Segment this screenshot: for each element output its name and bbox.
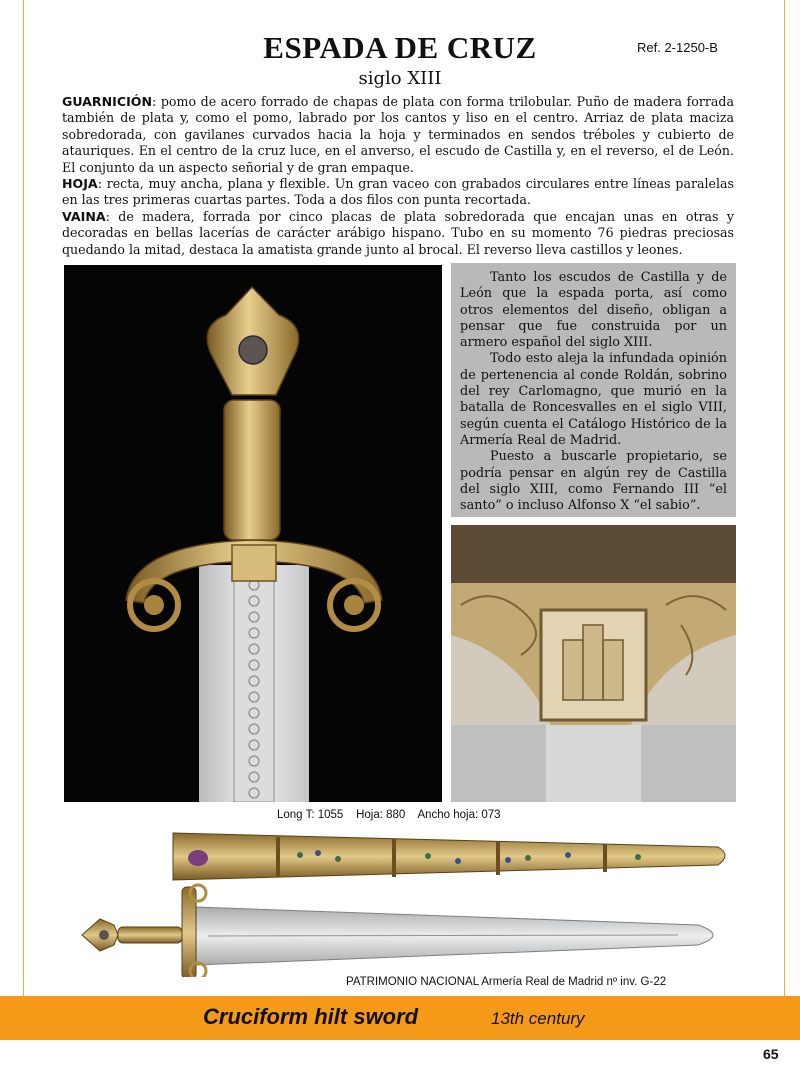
note-paragraph-1: Tanto los escudos de Castilla y de León que la espada porta, así como otros elementos del diseño, obligan a pensar que fue construida por un armero español del siglo XIII. [460,270,727,351]
note-paragraph-2: Todo esto aleja la infundada opinión de pertenencia al conde Roldán, sobrino del rey Carlomagno, que murió en la batalla de Roncesvalles en el siglo VIII, según cuenta el Catálogo Histórico de la Armería Real de Madrid. [460,351,727,448]
left-frame-line [23,0,24,1000]
full-sword-and-scabbard-photo [78,825,734,977]
guard-detail-illustration [451,525,736,802]
sword-dimensions: Long T: 1055 Hoja: 880 Ancho hoja: 073 [277,809,501,821]
english-century: 13th century [491,1009,585,1028]
english-title: Cruciform hilt sword [203,1004,419,1029]
page-subtitle: siglo XIII [358,68,442,89]
reference-number: Ref. 2-1250-B [637,40,718,55]
right-frame-line [784,0,785,1000]
guarnicion-text: : pomo de acero forrado de chapas de plata con forma trilobular. Puño de madera forrada también de plata y, como el pomo, labrado por los cantos y liso en el centro. Arriaz de plata maciza sobredorada, con gavilanes curvados hacia la hoja y terminados en sendos tréboles y cubierto de atauriques. En el centro de la cruz luce, en el anverso, el escudo de Castilla y, en el reverso, el de León. El conjunto da un aspecto señorial y de gran empaque. [62,94,734,175]
hoja-text: : recta, muy ancha, plana y flexible. Un gran vaceo con grabados circulares entre líneas paralelas en las tres primeras cuartas partes. Toda a dos filos con punta recortada. [62,176,734,208]
hoja-label: HOJA [62,176,98,192]
hoja-paragraph [62,176,734,209]
sword-scabbard-illustration [78,825,734,977]
vaina-paragraph [62,209,734,258]
guarnicion-paragraph [62,94,734,176]
sword-hilt-illustration [64,265,442,802]
historical-note-box [451,263,736,517]
guard-detail-photo [451,525,736,802]
description-block [62,94,734,258]
sword-hilt-photo [64,265,442,802]
collection-credit: PATRIMONIO NACIONAL Armería Real de Madrid nº inv. G-22 [346,976,667,988]
page-number: 65 [763,1046,779,1062]
vaina-label: VAINA [62,208,106,224]
note-paragraph-3: Puesto a buscarle propietario, se podría pensar en algún rey de Castilla del siglo XIII, como Fernando III “el santo” o incluso Alfonso X “el sabio”. [460,449,727,514]
guarnicion-label: GUARNICIÓN [62,94,153,109]
page-title: ESPADA DE CRUZ [263,30,537,65]
vaina-text: : de madera, forrada por cinco placas de plata sobredorada que encajan unas en otras y decoradas en bellas lacerías de carácter arábigo hispano. Tubo en su momento 76 piedras preciosas quedando la mitad, destaca la amatista grande junto al brocal. El reverso lleva castillos y leones. [62,208,734,257]
